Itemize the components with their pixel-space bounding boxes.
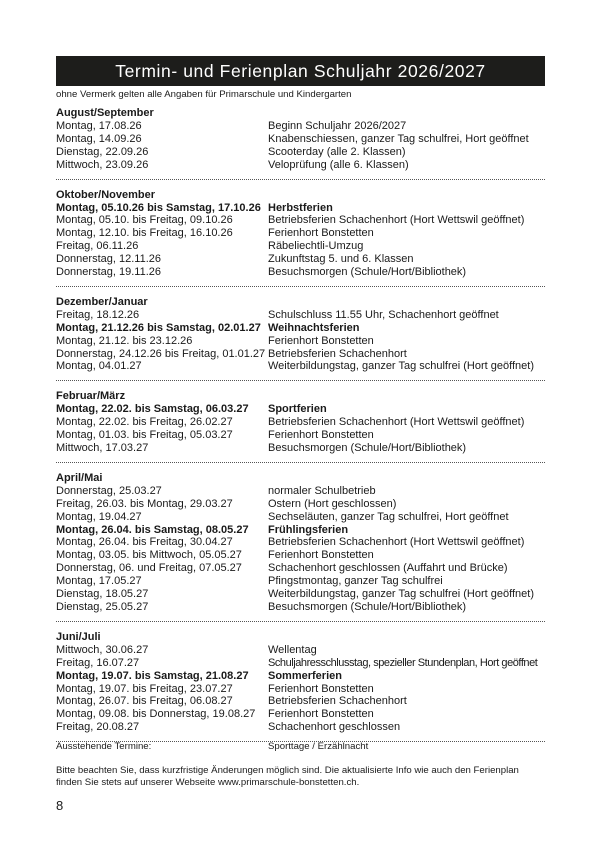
holiday-row: [56, 322, 545, 335]
event-description: Ferienhort Bonstetten: [268, 708, 374, 721]
event-description: Beginn Schuljahr 2026/2027: [268, 120, 407, 132]
event-date: Mittwoch, 23.09.26: [56, 158, 149, 171]
event-row: [56, 416, 545, 429]
event-row: [56, 485, 545, 498]
schedule-section: [56, 296, 545, 381]
event-description: Sechseläuten, ganzer Tag schulfrei, Hort geöffnet: [268, 510, 509, 523]
event-description: Besuchsmorgen (Schule/Hort/Bibliothek): [268, 442, 467, 455]
event-row: [56, 120, 545, 133]
event-description: Pfingstmontag, ganzer Tag schulfrei: [268, 575, 443, 588]
schedule-section: [56, 631, 545, 742]
section-heading: April/Mai: [56, 471, 103, 484]
event-description: Ferienhort Bonstetten: [268, 429, 374, 442]
event-row: [56, 309, 545, 322]
event-row: [56, 240, 545, 253]
event-description: Sommerferien: [268, 669, 342, 682]
event-date: Donnerstag, 25.03.27: [56, 484, 162, 497]
event-date: Montag, 19.07. bis Freitag, 23.07.27: [56, 682, 233, 695]
event-date: Donnerstag, 06. und Freitag, 07.05.27: [56, 562, 242, 575]
pending-dates: [56, 741, 545, 752]
event-row: [56, 511, 545, 524]
event-row: [56, 588, 545, 601]
event-description: Ferienhort Bonstetten: [268, 682, 374, 695]
holiday-row: [56, 202, 545, 215]
event-description: Sportferien: [268, 403, 327, 416]
footer-note: Bitte beachten Sie, dass kurzfristige Änderungen möglich sind. Die aktualisierte Info wie auch den Ferienplan finden Sie stets auf unserer Webseite www.primarschule-bonstetten.ch.: [56, 765, 519, 789]
event-row: [56, 575, 545, 588]
schedule-section: [56, 189, 545, 287]
event-row: [56, 335, 545, 348]
event-date: Freitag, 18.12.26: [56, 308, 140, 321]
event-description: Veloprüfung (alle 6. Klassen): [268, 158, 409, 171]
event-date: Montag, 21.12.26 bis Samstag, 02.01.27: [56, 321, 261, 334]
event-row: [56, 536, 545, 549]
event-description: Betriebsferien Schachenhort (Hort Wettswil geöffnet): [268, 416, 525, 429]
event-description: Ferienhort Bonstetten: [268, 549, 374, 562]
page-title: Termin- und Ferienplan Schuljahr 2026/2027: [56, 56, 545, 86]
event-date: Montag, 19.07. bis Samstag, 21.08.27: [56, 669, 249, 682]
event-date: Montag, 26.04. bis Freitag, 30.04.27: [56, 536, 233, 549]
section-heading: Dezember/Januar: [56, 295, 148, 308]
event-row: [56, 429, 545, 442]
event-row: [56, 721, 545, 734]
event-row: [56, 498, 545, 511]
event-date: Freitag, 06.11.26: [56, 240, 139, 253]
event-row: [56, 601, 545, 614]
event-description: Ferienhort Bonstetten: [268, 334, 374, 347]
event-row: [56, 708, 545, 721]
event-date: Montag, 19.04.27: [56, 510, 142, 523]
event-row: [56, 253, 545, 266]
holiday-row: [56, 403, 545, 416]
section-heading: Oktober/November: [56, 188, 156, 201]
event-description: Betriebsferien Schachenhort: [268, 347, 407, 360]
event-row: [56, 683, 545, 696]
event-row: [56, 442, 545, 455]
event-date: Montag, 09.08. bis Donnerstag, 19.08.27: [56, 708, 256, 721]
event-date: Montag, 03.05. bis Mittwoch, 05.05.27: [56, 549, 242, 562]
schedule-content: [56, 107, 545, 751]
event-description: Ostern (Hort geschlossen): [268, 497, 397, 510]
event-date: Donnerstag, 12.11.26: [56, 253, 161, 266]
section-heading: August/September: [56, 107, 154, 119]
event-row: [56, 348, 545, 361]
schedule-section: [56, 107, 545, 180]
event-date: Montag, 17.05.27: [56, 575, 142, 588]
event-date: Dienstag, 18.05.27: [56, 588, 149, 601]
event-row: [56, 562, 545, 575]
event-row: [56, 214, 545, 227]
event-row: [56, 549, 545, 562]
pending-value: Sporttage / Erzählnacht: [268, 741, 369, 752]
event-row: [56, 146, 545, 159]
event-date: Montag, 04.01.27: [56, 360, 142, 373]
event-date: Donnerstag, 24.12.26 bis Freitag, 01.01.27: [56, 347, 266, 360]
event-description: Herbstferien: [268, 201, 333, 214]
event-row: [56, 159, 545, 172]
page-number: 8: [56, 798, 64, 813]
schedule-section: [56, 472, 545, 622]
subtitle: ohne Vermerk gelten alle Angaben für Primarschule und Kindergarten: [56, 89, 352, 100]
event-date: Montag, 17.08.26: [56, 120, 142, 132]
event-date: Montag, 21.12. bis 23.12.26: [56, 334, 193, 347]
event-description: Scooterday (alle 2. Klassen): [268, 145, 406, 158]
event-description: Schachenhort geschlossen: [268, 721, 401, 734]
event-description: Ferienhort Bonstetten: [268, 227, 374, 240]
event-date: Montag, 12.10. bis Freitag, 16.10.26: [56, 227, 233, 240]
event-description: Betriebsferien Schachenhort (Hort Wettswil geöffnet): [268, 536, 525, 549]
holiday-row: [56, 524, 545, 537]
event-date: Mittwoch, 30.06.27: [56, 643, 149, 656]
event-row: [56, 695, 545, 708]
event-description: Knabenschiessen, ganzer Tag schulfrei, Hort geöffnet: [268, 132, 529, 145]
event-date: Montag, 01.03. bis Freitag, 05.03.27: [56, 429, 233, 442]
event-description: Weiterbildungstag, ganzer Tag schulfrei (Hort geöffnet): [268, 588, 534, 601]
event-date: Montag, 05.10. bis Freitag, 09.10.26: [56, 214, 233, 227]
event-description: Wellentag: [268, 643, 317, 656]
event-date: Freitag, 16.07.27: [56, 656, 140, 669]
event-date: Montag, 22.02. bis Freitag, 26.02.27: [56, 416, 233, 429]
event-description: normaler Schulbetrieb: [268, 484, 376, 497]
event-row: [56, 133, 545, 146]
event-description: Frühlingsferien: [268, 523, 349, 536]
event-description: Betriebsferien Schachenhort (Hort Wettswil geöffnet): [268, 214, 525, 227]
event-description: Besuchsmorgen (Schule/Hort/Bibliothek): [268, 266, 467, 279]
event-description: Betriebsferien Schachenhort: [268, 695, 407, 708]
event-description: Schulschluss 11.55 Uhr, Schachenhort geöffnet: [268, 308, 499, 321]
event-date: Montag, 22.02. bis Samstag, 06.03.27: [56, 403, 249, 416]
event-date: Freitag, 20.08.27: [56, 721, 140, 734]
event-description: Schuljahresschlusstag, spezieller Stundenplan, Hort geöffnet: [268, 656, 538, 669]
holiday-row: [56, 670, 545, 683]
event-row: [56, 657, 545, 670]
event-date: Montag, 26.07. bis Freitag, 06.08.27: [56, 695, 233, 708]
event-description: Weihnachtsferien: [268, 321, 360, 334]
event-date: Mittwoch, 17.03.27: [56, 442, 149, 455]
event-description: Schachenhort geschlossen (Auffahrt und Brücke): [268, 562, 508, 575]
event-row: [56, 266, 545, 279]
event-date: Donnerstag, 19.11.26: [56, 266, 161, 279]
event-date: Montag, 26.04. bis Samstag, 08.05.27: [56, 523, 249, 536]
schedule-section: [56, 390, 545, 463]
event-description: Räbeliechtli-Umzug: [268, 240, 364, 253]
event-date: Dienstag, 25.05.27: [56, 600, 149, 613]
event-date: Freitag, 26.03. bis Montag, 29.03.27: [56, 497, 233, 510]
section-heading: Februar/März: [56, 390, 126, 403]
event-date: Montag, 05.10.26 bis Samstag, 17.10.26: [56, 201, 261, 214]
event-description: Weiterbildungstag, ganzer Tag schulfrei (Hort geöffnet): [268, 360, 534, 373]
event-date: Dienstag, 22.09.26: [56, 145, 149, 158]
event-row: [56, 227, 545, 240]
event-row: [56, 360, 545, 373]
section-heading: Juni/Juli: [56, 630, 101, 643]
event-row: [56, 644, 545, 657]
event-description: Zukunftstag 5. und 6. Klassen: [268, 253, 414, 266]
pending-label: Ausstehende Termine:: [56, 741, 152, 752]
event-description: Besuchsmorgen (Schule/Hort/Bibliothek): [268, 600, 467, 613]
event-date: Montag, 14.09.26: [56, 132, 142, 145]
